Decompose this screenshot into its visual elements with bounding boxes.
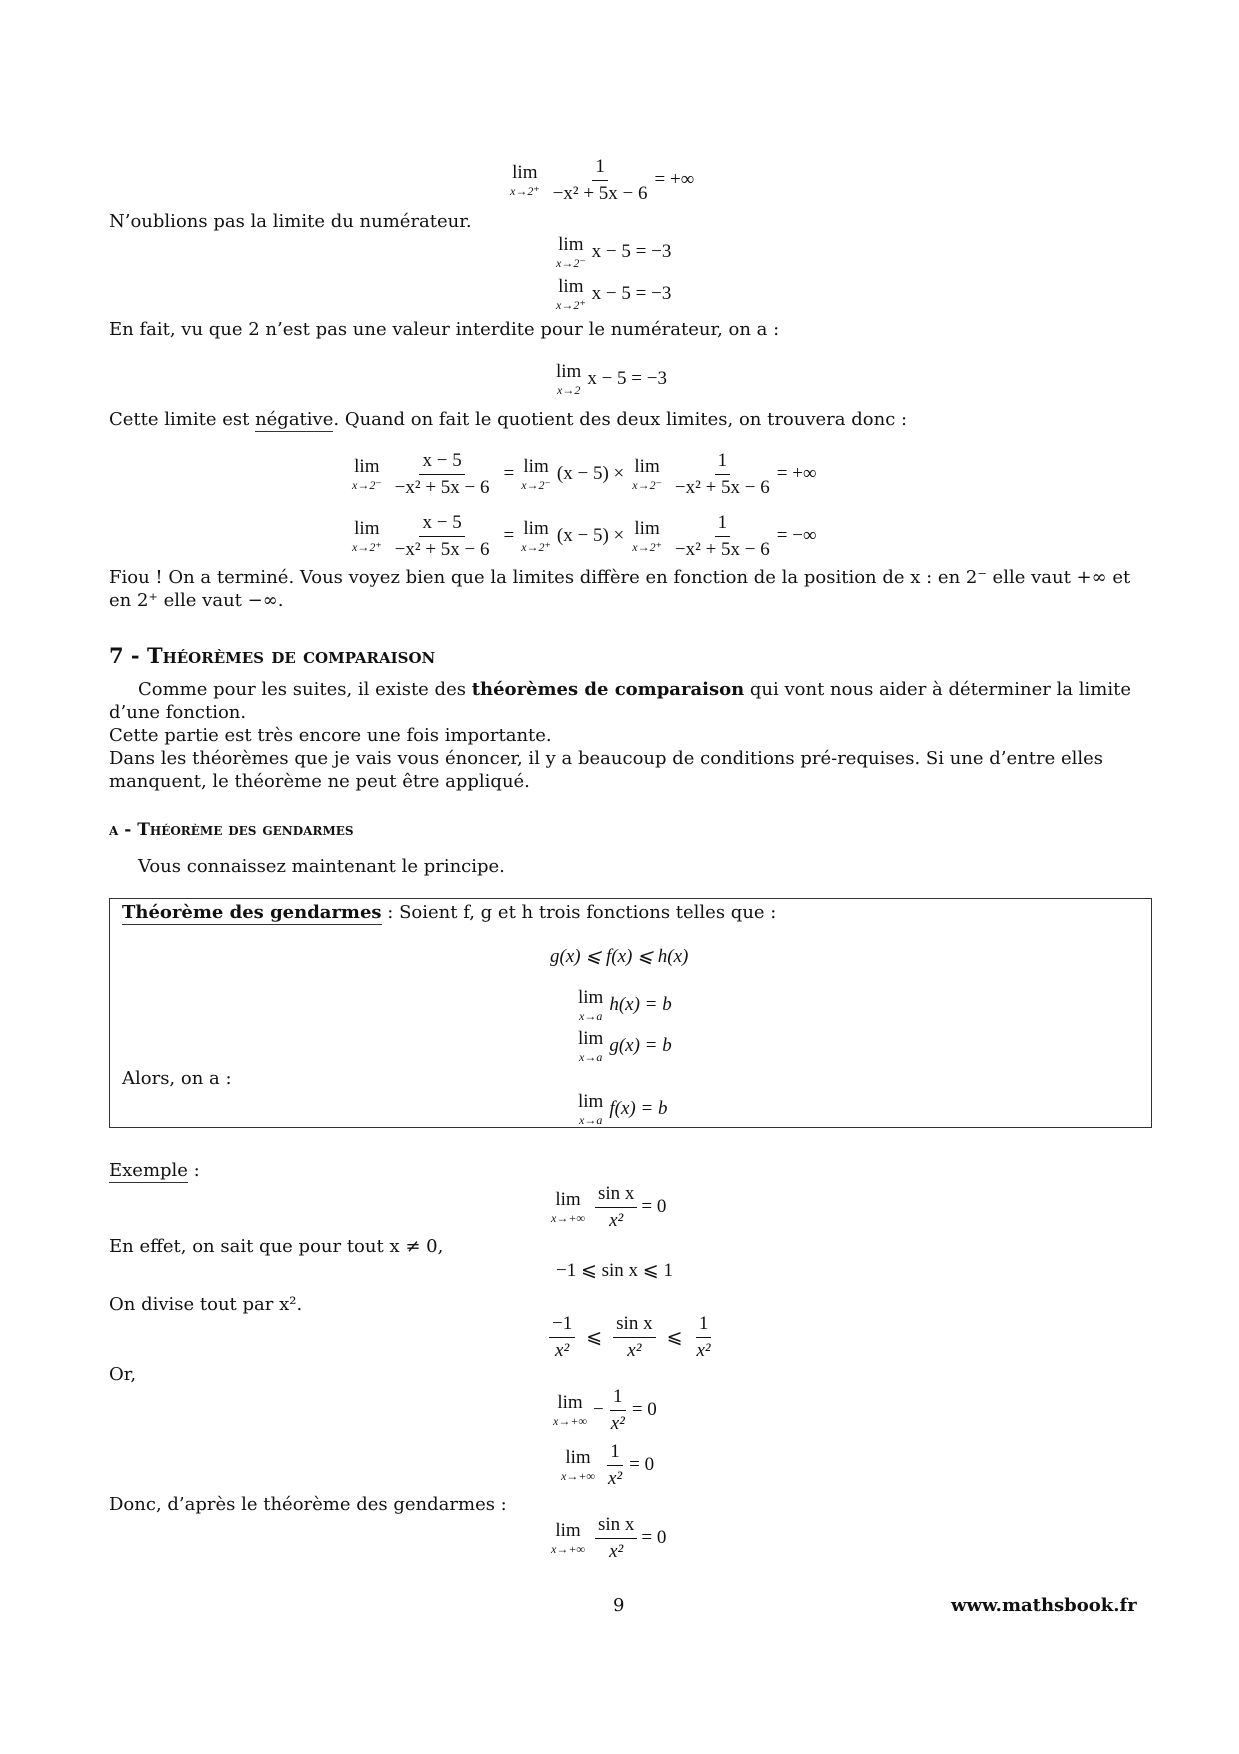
subsection-intro: Vous connaissez maintenant le principe.: [138, 856, 505, 877]
theorem-alors: Alors, on a :: [122, 1068, 232, 1089]
theorem-limit-g: lim x→a g(x) = b: [578, 1028, 672, 1064]
equation-quotient-2minus: lim x→2⁻ $\frac{x - 5}{\text{−x² + 5x − 6}}$ = lim x→2⁻ (x − 5) × lim x→2⁻ $\frac{1}{\text{−x² + 5x − 6}}$ = +∞: [352, 450, 817, 498]
equation-num-limit-2: lim x→2 x − 5 = −3: [556, 361, 667, 397]
example-limit-result: lim x→+∞ $\frac{\text{sin x}}{\text{x²}}$ = 0: [551, 1514, 667, 1562]
example-text-divide: On divise tout par x².: [109, 1294, 303, 1315]
section-conditions: Dans les théorèmes que je vais vous énoncer, il y a beaucoup de conditions pré-requises. Si une d’entre elles manquent, le théorème ne peut être appliqué.: [109, 748, 1104, 792]
page-number: 9: [613, 1595, 625, 1616]
site-url[interactable]: www.mathsbook.fr: [951, 1595, 1137, 1616]
theorem-limit-f: lim x→a f(x) = b: [578, 1091, 668, 1127]
theorem-name: Théorème des gendarmes: [122, 902, 382, 923]
equation-num-limit-2plus: lim x→2⁺ x − 5 = −3: [556, 276, 672, 312]
subsection-title: a - Théorème des gendarmes: [109, 820, 354, 840]
example-label: Exemple :: [109, 1160, 200, 1181]
example-text-forall: En effet, on sait que pour tout x ≠ 0,: [109, 1236, 444, 1257]
section-intro: Comme pour les suites, il existe des théorèmes de comparaison qui vont nous aider à déterminer la limite d’une fonction.: [109, 679, 1131, 723]
paragraph-conclusion: Fiou ! On a terminé. Vous voyez bien que la limites diffère en fonction de la position de x : en 2⁻ elle vaut +∞ et en 2⁺ elle vaut −∞.: [109, 567, 1131, 611]
example-text-therefore: Donc, d’après le théorème des gendarmes :: [109, 1494, 507, 1515]
equation-quotient-2plus: lim x→2⁺ $\frac{x - 5}{\text{−x² + 5x − 6}}$ = lim x→2⁺ (x − 5) × lim x→2⁺ $\frac{1}{\text{−x² + 5x − 6}}$ = −∞: [352, 512, 817, 560]
equation-limit-inverse-2plus: lim x→2⁺ $\frac{1}{\text{−x² + 5x − 6}}$ = +∞: [510, 156, 695, 204]
paragraph-not-forbidden: En fait, vu que 2 n’est pas une valeur interdite pour le numérateur, on a :: [109, 319, 780, 340]
example-limit-lower: lim x→+∞ − $\frac{1}{\text{x²}}$ = 0: [553, 1386, 657, 1434]
example-limit-upper: lim x→+∞ $\frac{1}{\text{x²}}$ = 0: [561, 1441, 655, 1489]
paragraph-negative: Cette limite est négative. Quand on fait le quotient des deux limites, on trouvera donc :: [109, 409, 908, 430]
example-divided-inequality: $\frac{-1}{\text{x²}}$ ⩽ $\frac{\text{sin x}}{\text{x²}}$ ⩽ $\frac{1}{\text{x²}}$: [545, 1313, 718, 1362]
theorem-inequality: g(x) ⩽ f(x) ⩽ h(x): [550, 946, 689, 967]
section-important: Cette partie est très encore une fois importante.: [109, 725, 552, 746]
paragraph-numerator: N’oublions pas la limite du numérateur.: [109, 211, 472, 232]
example-text-or: Or,: [109, 1364, 137, 1385]
equation-num-limit-2minus: lim x→2⁻ x − 5 = −3: [556, 234, 672, 270]
example-limit: lim x→+∞ $\frac{\text{sin x}}{\text{x²}}$ = 0: [551, 1183, 667, 1231]
theorem-limit-h: lim x→a h(x) = b: [578, 987, 672, 1023]
underlined-negative: négative: [255, 409, 334, 430]
section-title: 7 - Théorèmes de comparaison: [109, 643, 436, 668]
example-sin-bounds: −1 ⩽ sin x ⩽ 1: [556, 1260, 673, 1281]
theorem-statement: Théorème des gendarmes : Soient f, g et h trois fonctions telles que :: [122, 902, 777, 923]
